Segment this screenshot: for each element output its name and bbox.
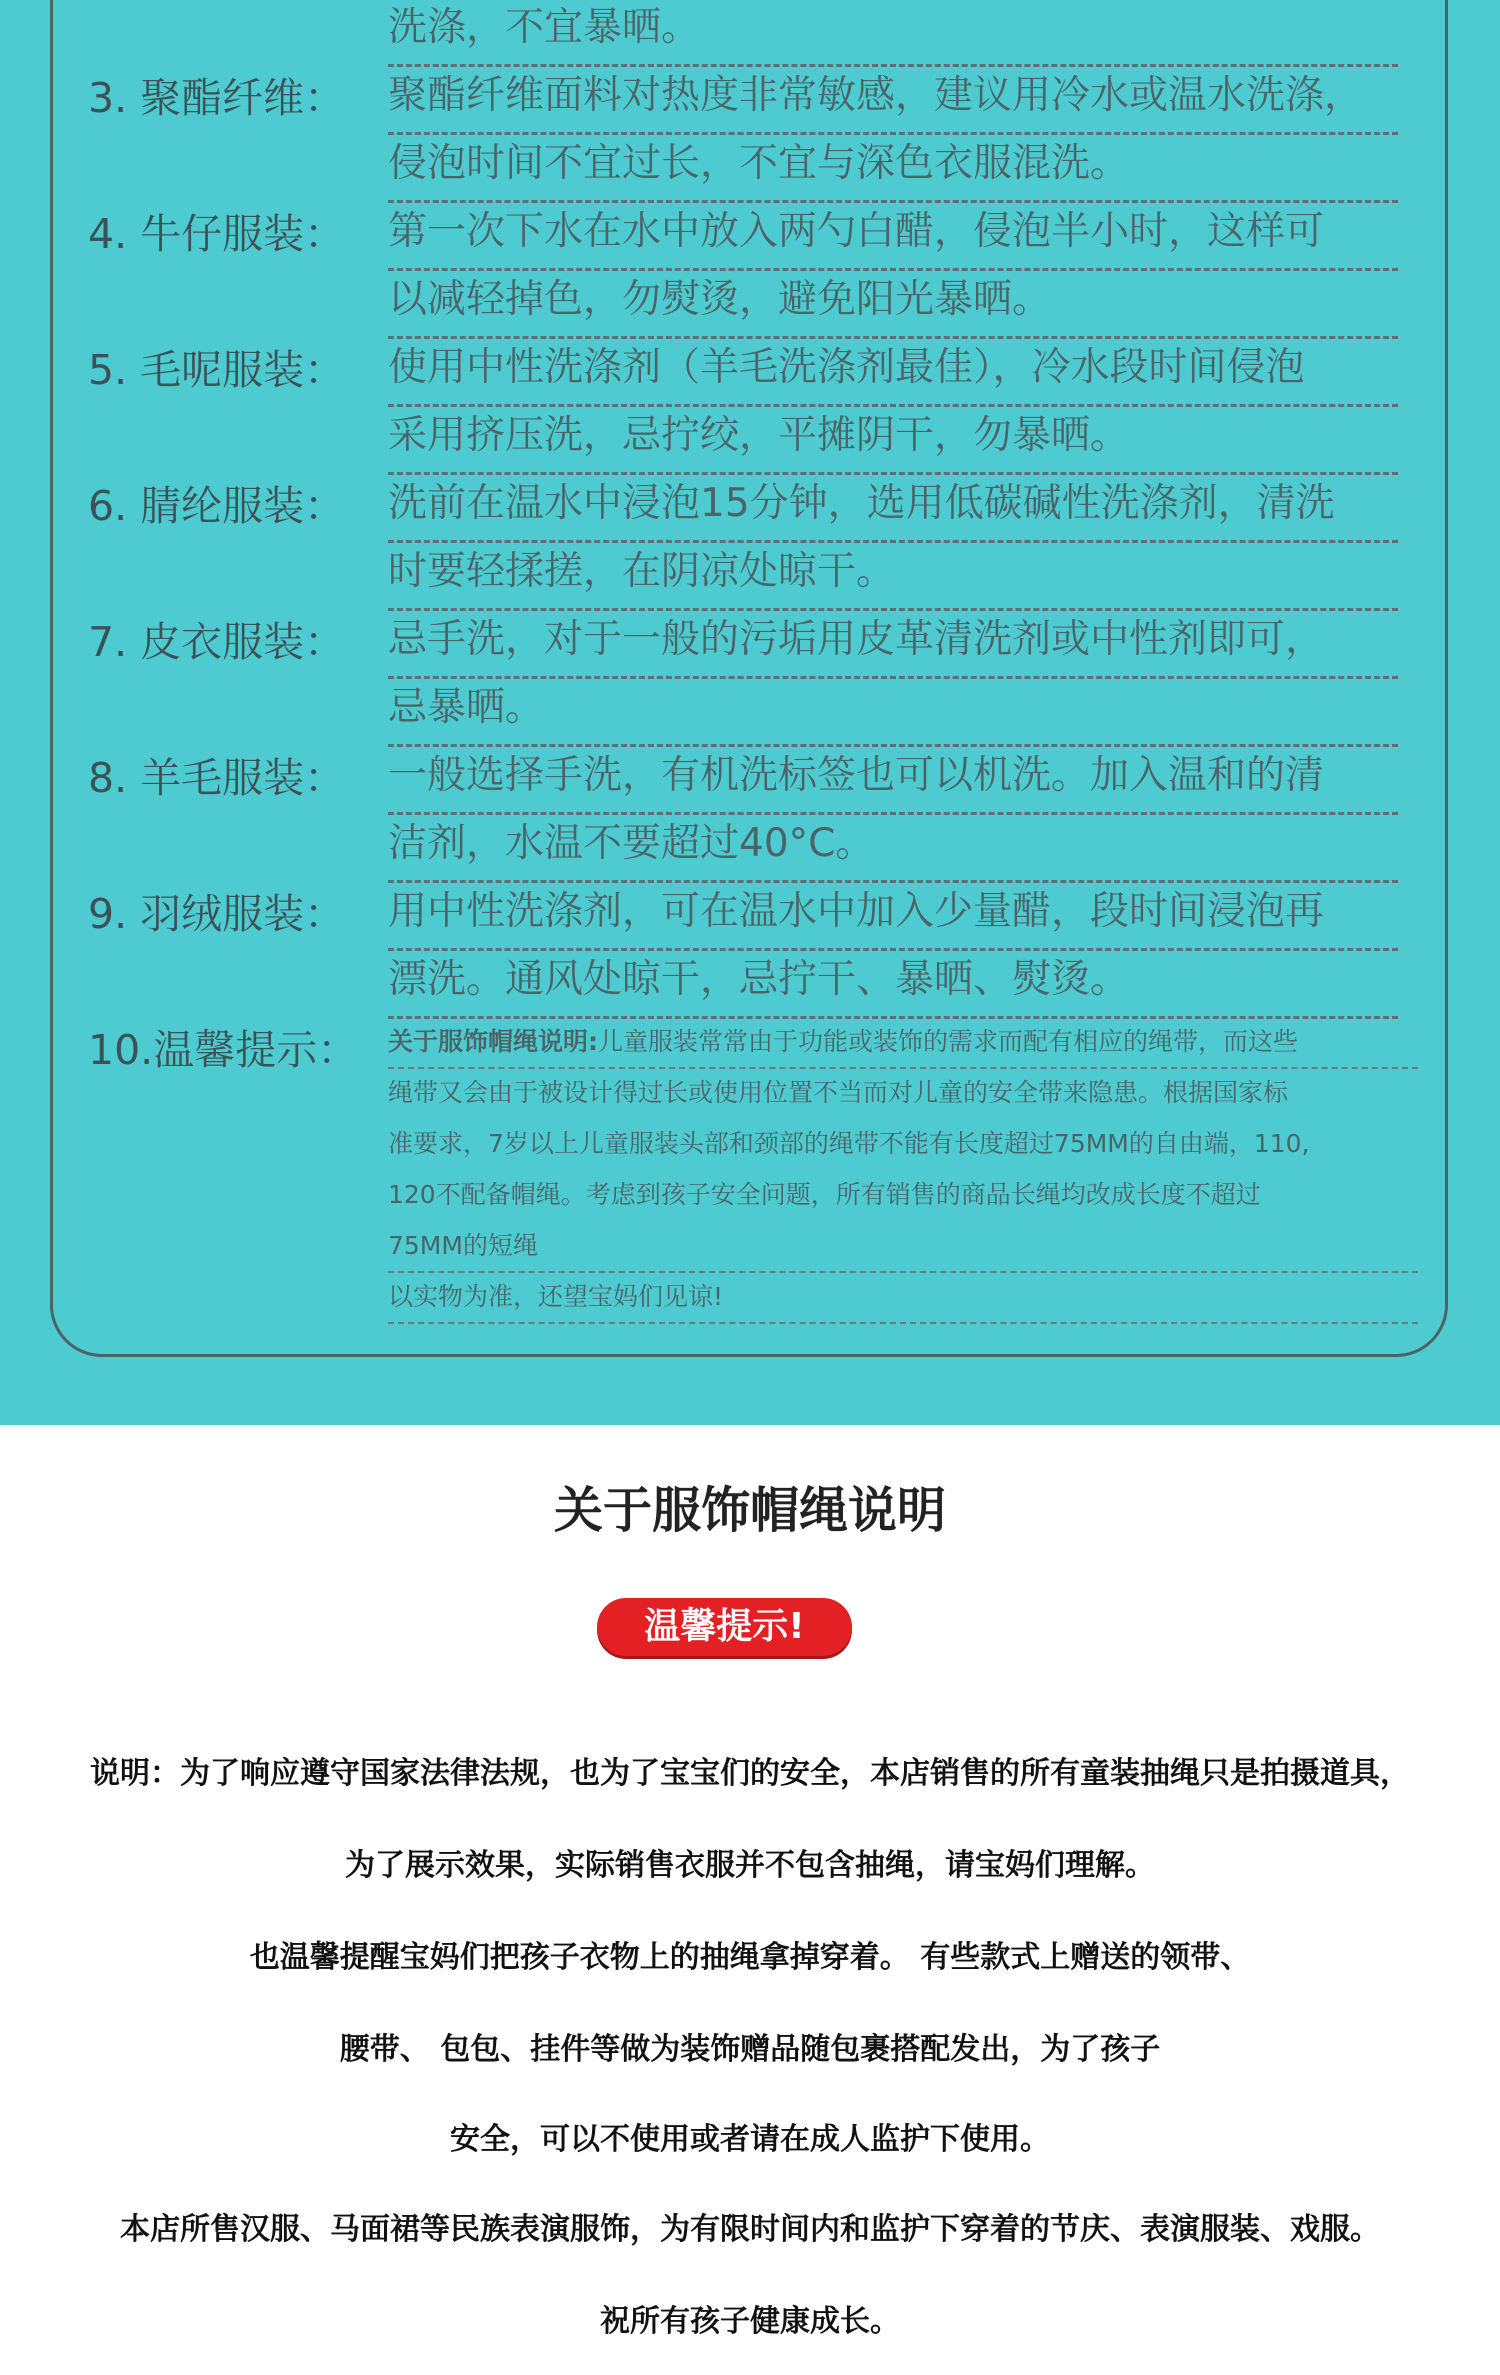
care-item-label: 9. 羽绒服装：: [88, 890, 346, 938]
care-item-label: 4. 牛仔服装：: [88, 210, 346, 258]
care-item-label: 3. 聚酯纤维：: [88, 74, 346, 122]
care-text-line: 以减轻掉色，勿熨烫，避免阳光暴晒。: [388, 268, 1398, 339]
care-item-label: 10.温馨提示：: [88, 1026, 359, 1074]
care-text-line: 侵泡时间不宜过长，不宜与深色衣服混洗。: [388, 132, 1398, 203]
care-item-label: 6. 腈纶服装：: [88, 482, 346, 530]
tip-text-line: 准要求，7岁以上儿童服装头部和颈部的绳带不能有长度超过75MM的自由端，110,: [388, 1129, 1310, 1158]
care-text-line: 用中性洗涤剂，可在温水中加入少量醋，段时间浸泡再: [388, 880, 1398, 951]
tip-text-line: 绳带又会由于被设计得过长或使用位置不当而对儿童的安全带来隐患。根据国家标: [388, 1078, 1289, 1107]
care-item-label: 7. 皮衣服装：: [88, 618, 346, 666]
care-text-line: 使用中性洗涤剂（羊毛洗涤剂最佳），冷水段时间侵泡: [388, 336, 1398, 407]
notice-badge: 温馨提示!: [597, 1598, 852, 1656]
notice-paragraph: 也温馨提醒宝妈们把孩子衣物上的抽绳拿掉穿着。 有些款式上赠送的领带、: [249, 1940, 1251, 1975]
notice-paragraph: 本店所售汉服、马面裙等民族表演服饰，为有限时间内和监护下穿着的节庆、表演服装、戏服。: [120, 2212, 1380, 2247]
care-text-line: 洗涤，不宜暴晒。: [388, 0, 1398, 67]
notice-paragraph: 祝所有孩子健康成长。: [600, 2304, 900, 2339]
tip-text-line: 75MM的短绳: [388, 1220, 1418, 1273]
notice-title: 关于服饰帽绳说明: [553, 1482, 946, 1539]
care-text-line: 洁剂，水温不要超过40°C。: [388, 812, 1398, 883]
care-text-line: 忌暴晒。: [388, 676, 1398, 747]
tip-footer: 以实物为准，还望宝妈们见谅!: [388, 1271, 1418, 1324]
notice-paragraph: 安全，可以不使用或者请在成人监护下使用。: [450, 2122, 1050, 2157]
care-text-line: 洗前在温水中浸泡15分钟，选用低碳碱性洗涤剂，清洗: [388, 472, 1398, 543]
care-item-label: 8. 羊毛服装：: [88, 754, 346, 802]
care-text-line: 第一次下水在水中放入两勺白醋，侵泡半小时，这样可: [388, 200, 1398, 271]
tip-text-line: [388, 1016, 1418, 1069]
care-text-line: 一般选择手洗，有机洗标签也可以机洗。加入温和的清: [388, 744, 1398, 815]
care-text-line: 忌手洗，对于一般的污垢用皮革清洗剂或中性剂即可，: [388, 608, 1398, 679]
tip-bold-prefix: 关于服饰帽绳说明:: [388, 1027, 598, 1056]
care-item-label: 5. 毛呢服装：: [88, 346, 346, 394]
care-text-line: 聚酯纤维面料对热度非常敏感，建议用冷水或温水洗涤，: [388, 64, 1398, 135]
care-text-line: 采用挤压洗，忌拧绞，平摊阴干，勿暴晒。: [388, 404, 1398, 475]
care-text-line: 漂洗。通风处晾干，忌拧干、暴晒、熨烫。: [388, 948, 1398, 1019]
tip-text-line: 120不配备帽绳。考虑到孩子安全问题，所有销售的商品长绳均改成长度不超过: [388, 1180, 1261, 1209]
tip-first-line: 儿童服装常常由于功能或装饰的需求而配有相应的绳带，而这些: [598, 1027, 1299, 1056]
notice-paragraph: 为了展示效果，实际销售衣服并不包含抽绳，请宝妈们理解。: [345, 1848, 1155, 1883]
notice-paragraph: 腰带、 包包、挂件等做为装饰赠品随包裹搭配发出，为了孩子: [339, 2032, 1161, 2067]
notice-paragraph: 说明：为了响应遵守国家法律法规，也为了宝宝们的安全，本店销售的所有童装抽绳只是拍摄道具，: [90, 1756, 1410, 1791]
care-text-line: 时要轻揉搓，在阴凉处晾干。: [388, 540, 1398, 611]
